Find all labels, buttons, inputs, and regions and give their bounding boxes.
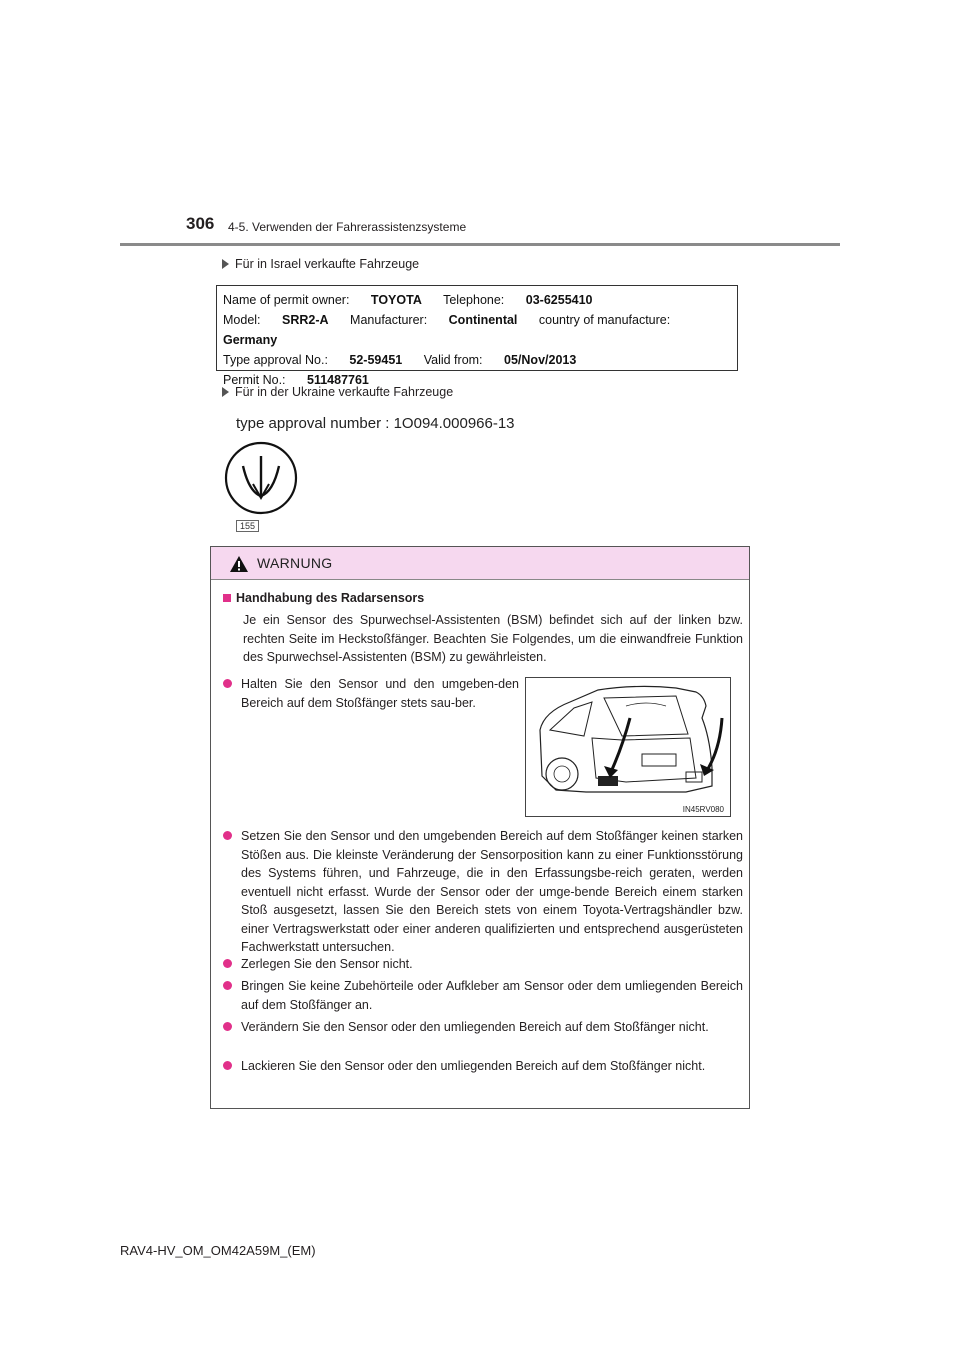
- warning-bullet-5: [223, 1018, 743, 1037]
- suv-rear-view-icon: [526, 678, 730, 816]
- permit-row-approval: [223, 350, 731, 370]
- ukraine-approval-number: type approval number : 1O094.000966-13: [236, 415, 515, 432]
- israel-permit-box: [216, 285, 738, 387]
- model-value: SRR2-A: [282, 313, 329, 327]
- ukraine-heading: [222, 385, 453, 399]
- triangle-bullet-icon: [222, 259, 229, 269]
- section-title: 4-5. Verwenden der Fahrerassistenzsysteme: [228, 220, 467, 234]
- valid-label: Valid from:: [423, 353, 483, 367]
- warning-bullet-6: [223, 1057, 743, 1076]
- illustration-code: IN45RV080: [682, 805, 724, 814]
- country-value: Germany: [223, 333, 278, 347]
- round-bullet-icon: [223, 679, 232, 688]
- warning-triangle-icon: [229, 555, 249, 573]
- ukraine-mark-code: 155: [236, 520, 259, 532]
- warning-title: WARNUNG: [257, 555, 333, 571]
- bullet-3-text: Zerlegen Sie den Sensor nicht.: [241, 957, 413, 971]
- triangle-bullet-icon: [222, 387, 229, 397]
- manufacturer-value: Continental: [448, 313, 518, 327]
- round-bullet-icon: [223, 1022, 232, 1031]
- permit-label: Permit No.:: [223, 373, 286, 387]
- topic-title: [223, 591, 424, 605]
- model-label: Model:: [223, 313, 261, 327]
- owner-label: Name of permit owner:: [223, 293, 350, 307]
- warning-intro: Je ein Sensor des Spurwechsel-Assistenten (BSM) befindet sich auf der linken bzw. rechten Seite im Heckstoßfänger. Beachten Sie Folgendes, um die einwandfreie Funktion des Spurwechsel-Assistenten (BSM) zu gewährleisten.: [243, 613, 743, 664]
- country-label: country of manufacture:: [538, 313, 671, 327]
- manufacturer-label: Manufacturer:: [350, 313, 428, 327]
- round-bullet-icon: [223, 831, 232, 840]
- ukraine-heading-text: Für in der Ukraine verkaufte Fahrzeuge: [235, 385, 454, 399]
- warning-box: [210, 546, 750, 1109]
- round-bullet-icon: [223, 1061, 232, 1070]
- permit-row-owner: [223, 290, 731, 310]
- telephone-value: 03-6255410: [525, 293, 593, 307]
- israel-heading: [222, 257, 419, 271]
- permit-value: 511487761: [307, 373, 369, 387]
- ukraine-conformity-mark-icon: [223, 440, 299, 516]
- rear-bumper-sensor-illustration: [525, 677, 731, 817]
- valid-value: 05/Nov/2013: [504, 353, 577, 367]
- israel-heading-text: Für in Israel verkaufte Fahrzeuge: [235, 257, 420, 271]
- round-bullet-icon: [223, 959, 232, 968]
- warning-bullet-4: [223, 977, 743, 1014]
- bullet-6-text: Lackieren Sie den Sensor oder den umliegenden Bereich auf dem Stoßfänger nicht.: [241, 1059, 706, 1073]
- header-rule: [120, 243, 840, 246]
- bullet-1-text: Halten Sie den Sensor und den umgeben-den Bereich auf dem Stoßfänger stets sau-ber.: [241, 677, 519, 710]
- page-number: 306: [186, 214, 215, 233]
- approval-label: Type approval No.:: [223, 353, 328, 367]
- telephone-label: Telephone:: [443, 293, 505, 307]
- bullet-4-text: Bringen Sie keine Zubehörteile oder Aufkleber am Sensor oder dem umliegenden Bereich auf dem Stoßfänger an.: [241, 979, 743, 1012]
- square-bullet-icon: [223, 594, 231, 602]
- warning-header: [211, 547, 749, 580]
- owner-value: TOYOTA: [370, 293, 422, 307]
- topic-title-text: Handhabung des Radarsensors: [236, 591, 425, 605]
- warning-bullet-1: [223, 675, 519, 712]
- permit-row-model: [223, 310, 731, 350]
- approval-value: 52-59451: [349, 353, 403, 367]
- warning-bullet-2: [223, 827, 743, 957]
- document-code: RAV4-HV_OM_OM42A59M_(EM): [120, 1243, 316, 1258]
- round-bullet-icon: [223, 981, 232, 990]
- bullet-2-text: Setzen Sie den Sensor und den umgebenden Bereich auf dem Stoßfänger keinen starken Stößen aus. Die kleinste Veränderung der Sensorposition kann zu einer Funktionsstörung des Systems führen, und Fahrzeuge, die in den Erfassungsbe-reich geraten, werden eventuell nicht erfasst. Wurde der Sensor oder der umge-bende Bereich einem starken Stoß ausgesetzt, lassen Sie den Bereich stets von einem Toyota-Vertragshändler bzw. einer Vertragswerkstatt oder einer anderen qualifizierten und entsprechend ausgerüsteten Fachwerkstatt untersuchen.: [241, 829, 743, 954]
- warning-bullet-3: [223, 955, 743, 974]
- bullet-5-text: Verändern Sie den Sensor oder den umliegenden Bereich auf dem Stoßfänger nicht.: [241, 1020, 709, 1034]
